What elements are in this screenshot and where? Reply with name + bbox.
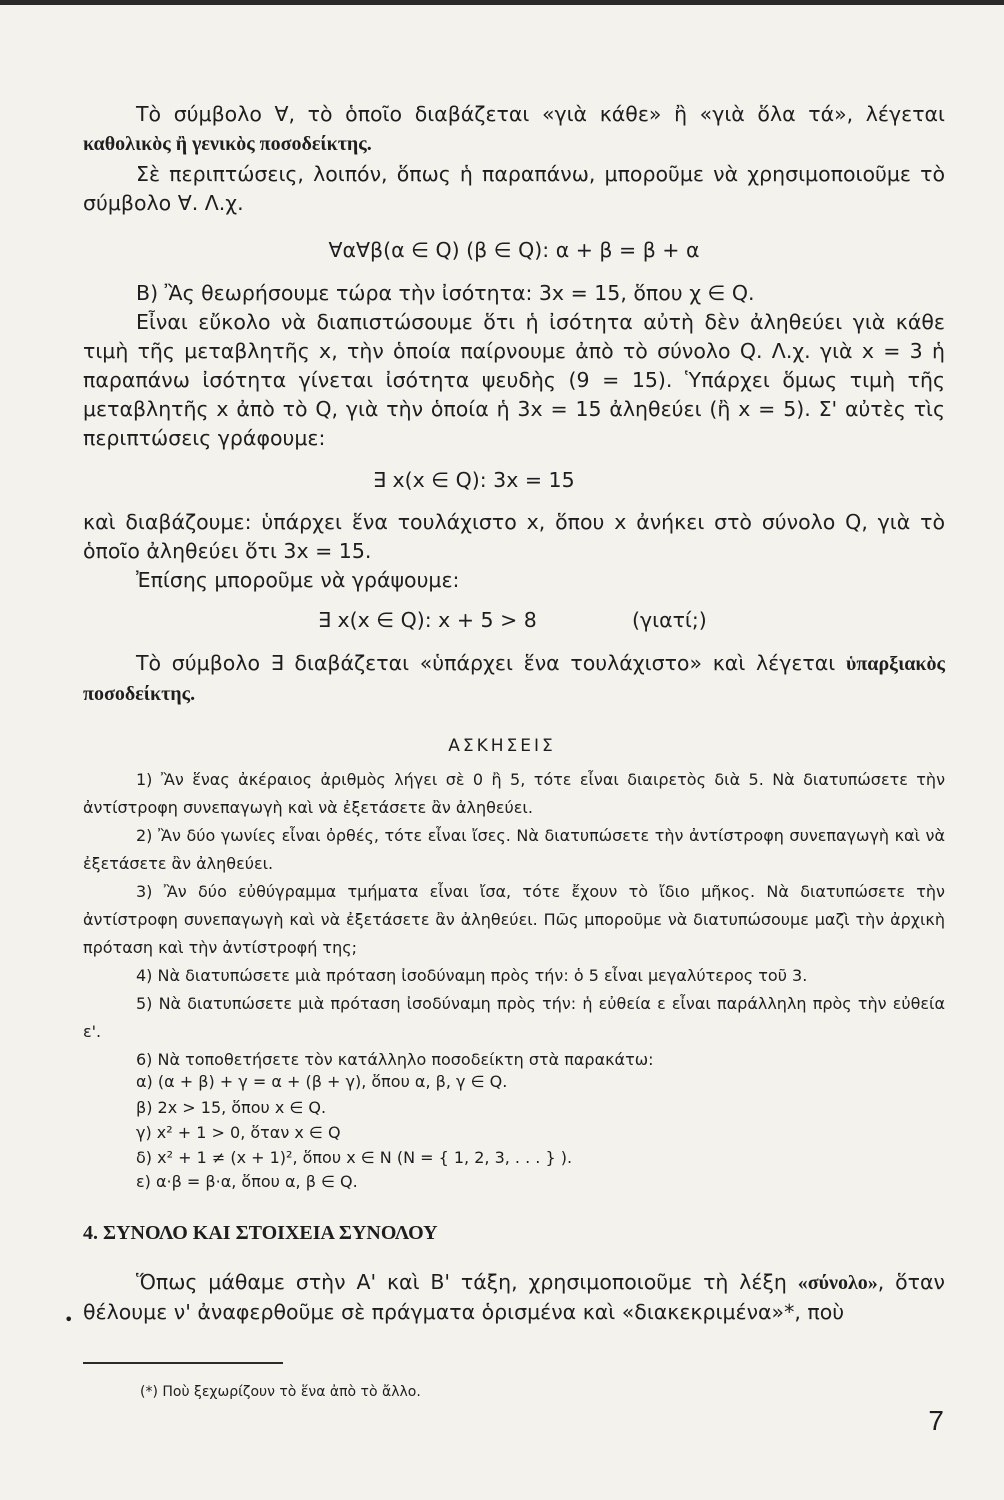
part-b-paragraph: Εἶναι εὔκολο νὰ διαπιστώσουμε ὅτι ἡ ἰσότητα αὐτὴ δὲν ἀληθεύει γιὰ κάθε τιμὴ τῆς μεταβλητῆς x, τὴν ὁποία παίρνουμε ἀπὸ τὸ σύνολο Q. Λ.χ. γιὰ x = 3 ἡ παραπάνω ἰσότητα γίνεται ἰσότητα ψευδὴς (9 = 15). Ὑπάρχει ὅμως τιμὴ τῆς μεταβλητῆς x ἀπὸ τὸ Q, γιὰ τὴν ὁποία ἡ 3x = 15 ἀληθεύει (ἢ x = 5). Σ' αὐτὲς τὶς περιπτώσεις γράφουμε: <box>83 310 945 450</box>
formula-existential-2: ∃ x(x ∈ Q): x + 5 > 8 <box>318 608 537 632</box>
intro-text: Τὸ σύμβολο ∀, τὸ ὁποῖο διαβάζεται «γιὰ κάθε» ἢ «γιὰ ὅλα τά», λέγεται <box>136 102 945 126</box>
part-b-intro: Β) Ἂς θεωρήσουμε τώρα τὴν ἰσότητα: 3x = 15, ὅπου χ ∈ Q. <box>136 281 755 305</box>
exercise-3: 3) Ἂν δύο εὐθύγραμμα τμήματα εἶναι ἴσα, τότε ἔχουν τὸ ἴδιο μῆκος. Νὰ διατυπώσετε τὴν ἀντίστροφη συνεπαγωγὴ καὶ νὰ ἐξετάσετε ἂν ἀληθεύει. Πῶς μποροῦμε νὰ διατυπώσουμε μαζὶ τὴν ἀρχικὴ πρόταση καὶ τὴν ἀντίστροφή της; <box>83 882 945 957</box>
exercise-5: 5) Νὰ διατυπώσετε μιὰ πρόταση ἰσοδύναμη πρὸς τήν: ἡ εὐθεία ε εἶναι παράλληλη πρὸς τὴν εὐθεία ε'. <box>83 994 945 1041</box>
reading-paragraph: καὶ διαβάζουμε: ὑπάρχει ἕνα τουλάχιστο x, ὅπου x ἀνήκει στὸ σύνολο Q, γιὰ τὸ ὁποῖο ἀληθεύει ὅτι 3x = 15. <box>83 510 945 563</box>
margin-mark-icon: • <box>64 1310 74 1329</box>
exercise-6: 6) Νὰ τοποθετήσετε τὸν κατάλληλο ποσοδείκτη στὰ παρακάτω: <box>136 1050 654 1069</box>
section-text-a: Ὅπως μάθαμε στὴν Α' καὶ Β' τάξη, χρησιμοποιοῦμε τὴ λέξη <box>136 1270 798 1294</box>
exercise-4: 4) Νὰ διατυπώσετε μιὰ πρόταση ἰσοδύναμη πρὸς τήν: ὁ 5 εἶναι μεγαλύτερος τοῦ 3. <box>136 966 808 985</box>
page-number: 7 <box>928 1405 944 1436</box>
exercise-6c: γ) x² + 1 > 0, ὅταν x ∈ Q <box>136 1123 341 1142</box>
intro-paragraph <box>83 100 945 159</box>
existential-text: Τὸ σύμβολο ∃ διαβάζεται «ὑπάρχει ἕνα τουλάχιστο» καὶ λέγεται <box>136 651 836 675</box>
exercise-1: 1) Ἂν ἕνας ἀκέραιος ἀριθμὸς λήγει σὲ 0 ἢ 5, τότε εἶναι διαιρετὸς διὰ 5. Νὰ διατυπώσετε τὴν ἀντίστροφη συνεπαγωγὴ καὶ νὰ ἐξετάσετε ἂν ἀληθεύει. <box>83 770 945 817</box>
footnote-rule <box>83 1362 283 1364</box>
footnote: (*) Ποὺ ξεχωρίζουν τὸ ἕνα ἀπὸ τὸ ἄλλο. <box>140 1384 421 1400</box>
formula-existential-2-note: (γιατί;) <box>632 608 707 632</box>
formula-existential-1: ∃ x(x ∈ Q): 3x = 15 <box>373 468 575 492</box>
exercise-6b: β) 2x > 15, ὅπου x ∈ Q. <box>136 1098 327 1117</box>
section-term-set: «σύνολο» <box>797 1272 878 1294</box>
also-paragraph: Ἐπίσης μποροῦμε νὰ γράψουμε: <box>136 568 460 592</box>
section-text-b: , ὅταν θέλουμε ν' ἀναφερθοῦμε σὲ πράγματα ὁρισμένα καὶ «διακεκριμένα»*, ποὺ <box>83 1270 945 1324</box>
universal-quantifier-term: καθολικὸς ἢ γενικὸς ποσοδείκτης. <box>83 133 372 155</box>
exercise-6a: α) (α + β) + γ = α + (β + γ), ὅπου α, β, γ ∈ Q. <box>136 1072 508 1091</box>
formula-universal: ∀α∀β(α ∈ Q) (β ∈ Q): α + β = β + α <box>328 238 700 262</box>
exercises-title: ΑΣΚΗΣΕΙΣ <box>448 736 556 756</box>
exercise-2: 2) Ἂν δύο γωνίες εἶναι ὀρθές, τότε εἶναι ἴσες. Νὰ διατυπώσετε τὴν ἀντίστροφη συνεπαγωγὴ καὶ νὰ ἐξετάσετε ἂν ἀληθεύει. <box>83 826 945 873</box>
existential-paragraph <box>83 649 945 709</box>
exercise-6d: δ) x² + 1 ≠ (x + 1)², ὅπου x ∈ N (N = { 1, 2, 3, . . . } ). <box>136 1148 573 1167</box>
section-paragraph <box>83 1268 945 1327</box>
top-edge-line <box>0 0 1004 5</box>
exercise-6e: ε) α·β = β·α, ὅπου α, β ∈ Q. <box>136 1172 358 1191</box>
existential-quantifier-term: ὑπαρξιακὸς ποσοδείκτης. <box>83 653 945 705</box>
intro-paragraph-2: Σὲ περιπτώσεις, λοιπόν, ὅπως ἡ παραπάνω, μποροῦμε νὰ χρησιμοποιοῦμε τὸ σύμβολο ∀. Λ.χ. <box>83 162 945 215</box>
section-heading: 4. ΣΥΝΟΛΟ ΚΑΙ ΣΤΟΙΧΕΙΑ ΣΥΝΟΛΟΥ <box>83 1222 438 1244</box>
